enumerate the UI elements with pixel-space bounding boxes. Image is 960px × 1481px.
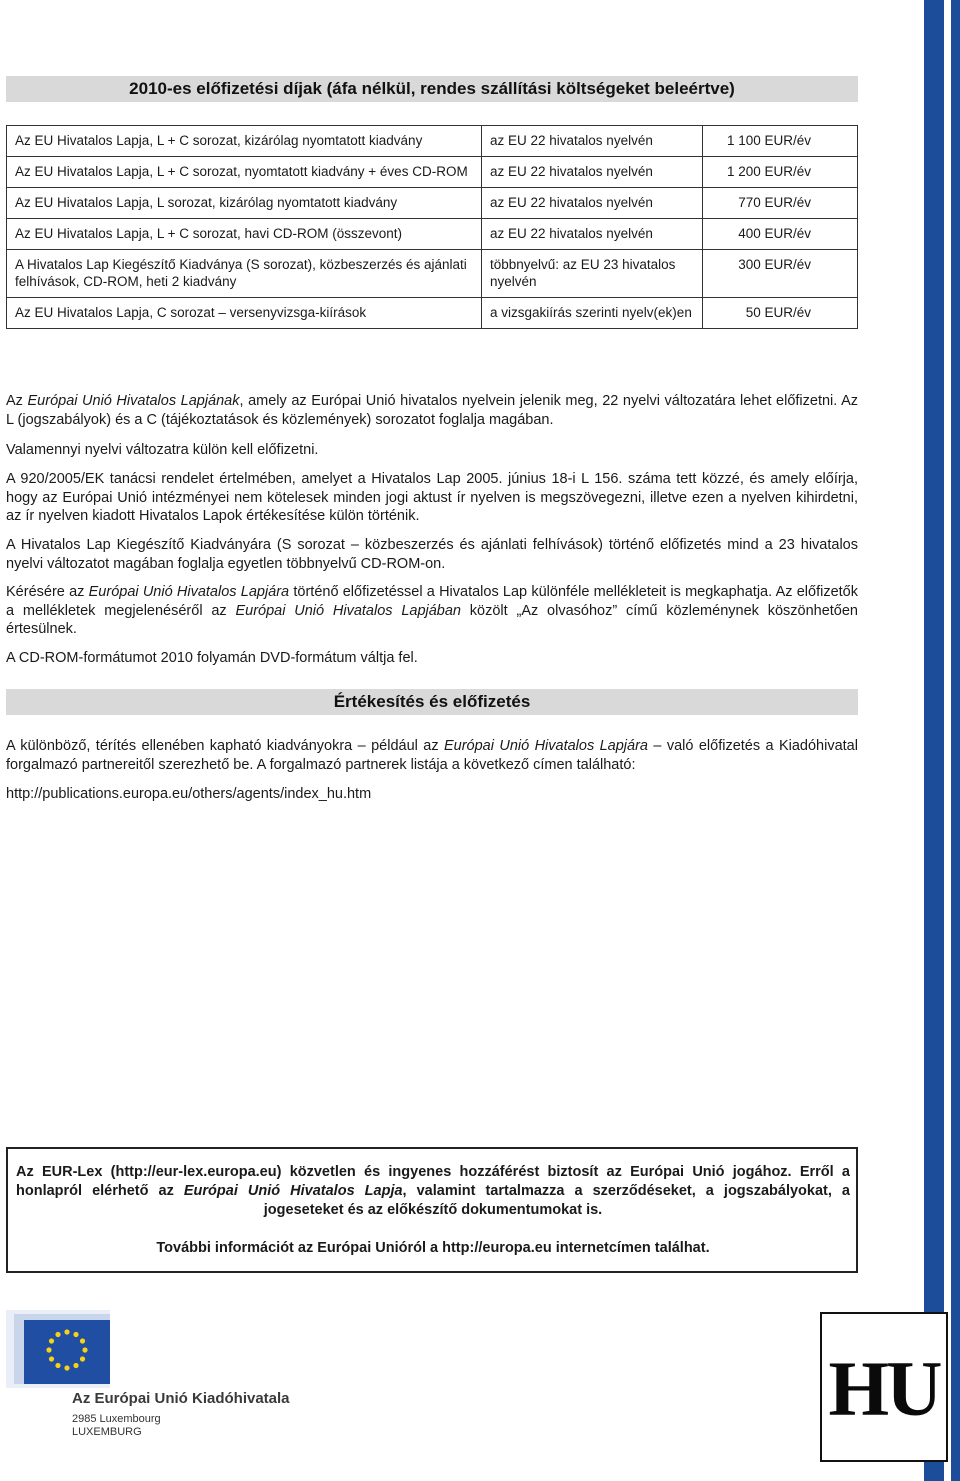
language-code: HU xyxy=(828,1345,940,1432)
table-row xyxy=(7,298,858,329)
subscription-fees-banner: 2010-es előfizetési díjak (áfa nélkül, rendes szállítási költségeket beleértve) xyxy=(6,76,858,102)
language-cell: a vizsgakiírás szerinti nyelv(ek)en xyxy=(482,298,703,329)
subscription-price-table xyxy=(6,125,858,329)
italic-title: Európai Unió Hivatalos Lapjára xyxy=(88,584,290,600)
price-cell: 50 EUR/év xyxy=(703,298,858,329)
table-row xyxy=(7,250,858,298)
italic-title: Európai Unió Hivatalos Lapja xyxy=(183,1183,403,1199)
price-cell: 1 200 EUR/év xyxy=(703,157,858,188)
text-span: – való előfizetés a Kiadóhivatal forgalmazó partnereitől szerezhető be. A forgalmazó partnerek listája a következő címen található: xyxy=(6,738,858,773)
sales-paragraph xyxy=(6,737,858,774)
product-cell: Az EU Hivatalos Lapja, L sorozat, kizárólag nyomtatott kiadvány xyxy=(7,188,482,219)
language-cell: az EU 22 hivatalos nyelvén xyxy=(482,188,703,219)
eu-publications-logo xyxy=(6,1310,110,1388)
text-span: történő előfizetéssel a Hivatalos Lap különféle mellékleteit is megkaphatja. Az előfizetők a mellékletek megjelenéséről az xyxy=(6,584,858,619)
eur-lex-paragraph xyxy=(16,1163,850,1220)
price-cell: 770 EUR/év xyxy=(703,188,858,219)
price-cell: 300 EUR/év xyxy=(703,250,858,298)
italic-title: Európai Unió Hivatalos Lapjára xyxy=(443,738,648,754)
product-cell: Az EU Hivatalos Lapja, C sorozat – versenyvizsga-kiírások xyxy=(7,298,482,329)
text-span: A különböző, térítés ellenében kapható kiadványokra – például az xyxy=(6,738,444,754)
agents-url[interactable]: http://publications.europa.eu/others/agents/index_hu.htm xyxy=(6,786,372,802)
text-span: Kérésére az xyxy=(6,584,89,600)
sales-subscription-banner: Értékesítés és előfizetés xyxy=(6,689,858,715)
italic-title: Európai Unió Hivatalos Lapjának xyxy=(27,393,240,409)
stripe-gap xyxy=(944,0,951,1481)
official-journal-paragraph xyxy=(6,392,858,429)
annexes-paragraph xyxy=(6,583,858,639)
text-span: Az xyxy=(6,393,28,409)
table-row xyxy=(7,188,858,219)
language-cell: többnyelvű: az EU 23 hivatalos nyelvén xyxy=(482,250,703,298)
price-cell: 1 100 EUR/év xyxy=(703,126,858,157)
supplement-paragraph: A Hivatalos Lap Kiegészítő Kiadványára (S sorozat – közbeszerzés és ajánlati felhívások) történő előfizetés mind a 23 hivatalos nyelvi változatot magában foglalja egyetlen többnyelvű CD-ROM-on. xyxy=(6,537,858,572)
text-span: Az EUR-Lex (http://eur-lex.europa.eu) közvetlen és ingyenes hozzáférést biztosít az Európai Unió jogához. Erről a honlapról elérhető az xyxy=(16,1164,850,1199)
irish-language-paragraph: A 920/2005/EK tanácsi rendelet értelmében, amelyet a Hivatalos Lap 2005. június 18-i L 156. száma tett közzé, és amely előírja, hogy az Európai Unió intézményei nem kötelesek minden jogi aktust ír nyelven is megszövegezni, illetve ezen a nyelven kihirdetni, az ír nyelven kiadott Hivatalos Lapok értékesítése külön történik. xyxy=(6,471,858,524)
blue-stripe-wide xyxy=(924,0,944,1481)
eur-lex-info-box xyxy=(6,1147,858,1273)
publisher-name: Az Európai Unió Kiadóhivatala xyxy=(72,1390,290,1407)
text-span: közölt „Az olvasóhoz” című közleménynek köszönhetően értesülnek. xyxy=(6,602,858,637)
publisher-address-line2: LUXEMBURG xyxy=(72,1426,142,1438)
product-cell: A Hivatalos Lap Kiegészítő Kiadványa (S sorozat), közbeszerzés és ajánlati felhívások, CD-ROM, heti 2 kiadvány xyxy=(7,250,482,298)
text-span: , valamint tartalmazza a szerződéseket, a jogszabályokat, a jogeseteket és az előkészítő dokumentumokat is. xyxy=(263,1183,850,1218)
product-cell: Az EU Hivatalos Lapja, L + C sorozat, kizárólag nyomtatott kiadvány xyxy=(7,126,482,157)
europa-info-paragraph: További információt az Európai Unióról a http://europa.eu internetcímen találhat. xyxy=(156,1240,710,1256)
blue-stripe-narrow xyxy=(951,0,960,1481)
publisher-block xyxy=(72,1390,290,1439)
text-span: , amely az Európai Unió hivatalos nyelvein jelenik meg, 22 nyelvi változatára lehet előfizetni. Az L (jogszabályok) és a C (tájékoztatások és közlemények) sorozatot foglalja magában. xyxy=(6,393,858,428)
language-cell: az EU 22 hivatalos nyelvén xyxy=(482,219,703,250)
publisher-address-line1: 2985 Luxembourg xyxy=(72,1413,161,1425)
language-cell: az EU 22 hivatalos nyelvén xyxy=(482,126,703,157)
dvd-format-paragraph: A CD-ROM-formátumot 2010 folyamán DVD-formátum váltja fel. xyxy=(6,650,418,666)
italic-title: Európai Unió Hivatalos Lapjában xyxy=(235,602,461,619)
table-row xyxy=(7,126,858,157)
table-row xyxy=(7,157,858,188)
table-row xyxy=(7,219,858,250)
language-code-box xyxy=(820,1312,948,1462)
price-cell: 400 EUR/év xyxy=(703,219,858,250)
separate-subscription-paragraph: Valamennyi nyelvi változatra külön kell előfizetni. xyxy=(6,442,319,458)
language-cell: az EU 22 hivatalos nyelvén xyxy=(482,157,703,188)
product-cell: Az EU Hivatalos Lapja, L + C sorozat, havi CD-ROM (összevont) xyxy=(7,219,482,250)
product-cell: Az EU Hivatalos Lapja, L + C sorozat, nyomtatott kiadvány + éves CD-ROM xyxy=(7,157,482,188)
